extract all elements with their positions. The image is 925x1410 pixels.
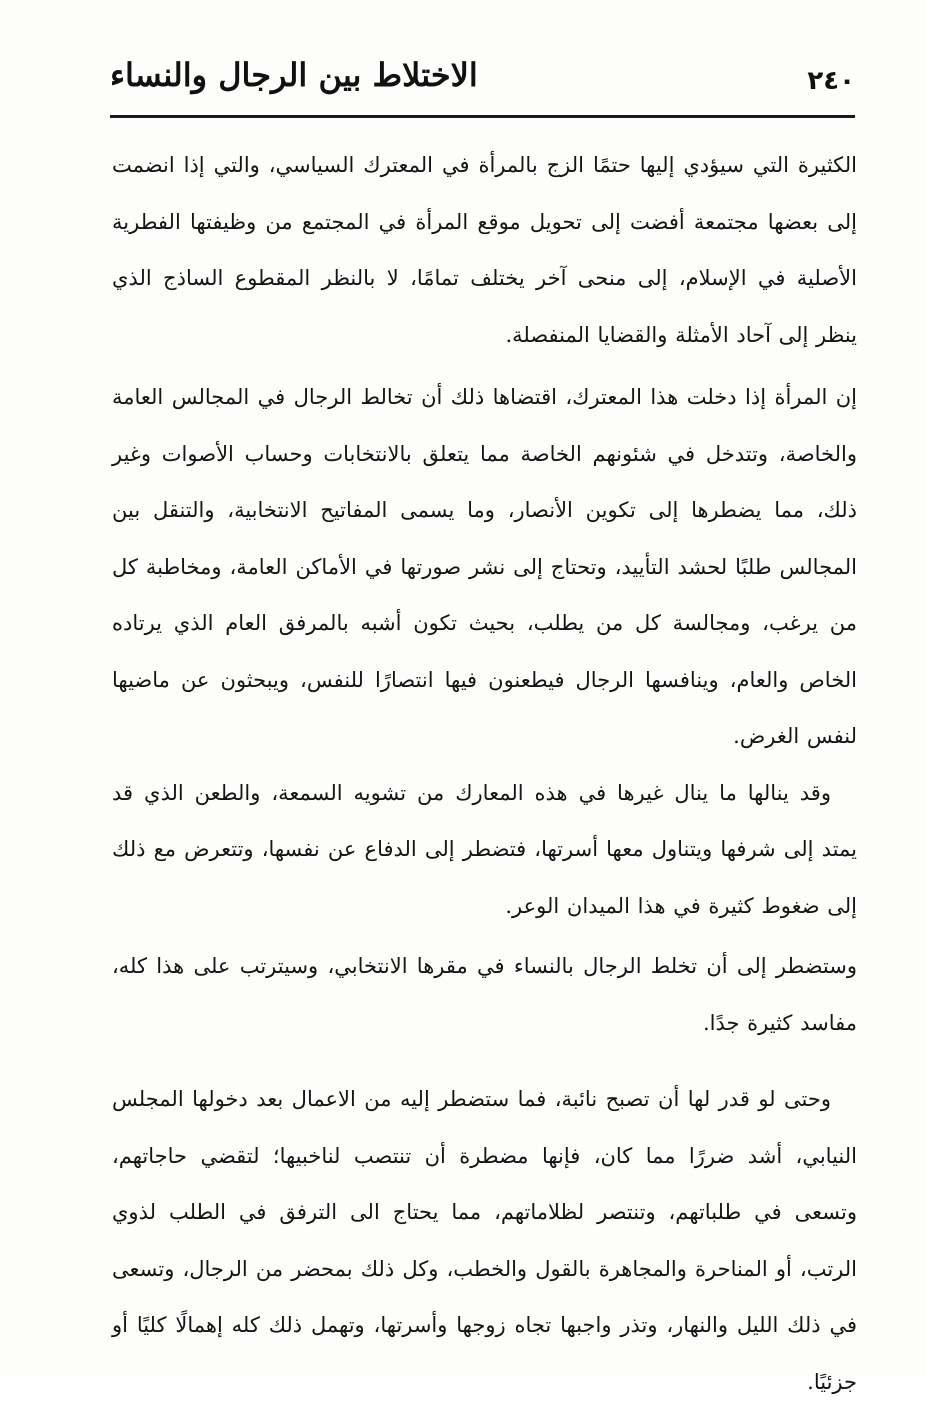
- paragraph-2: إن المرأة إذا دخلت هذا المعترك، اقتضاها ذلك أن تخالط الرجال في المجالس العامة والخاصة، وتتدخل في شئونهم الخاصة مما يتعلق بالانتخابات وحساب الأصوات وغير ذلك، مما يضطرها إلى تكوين الأنصار، وما يسمى المفاتيح الانتخابية، والتنقل بين المجالس طلبًا لحشد التأييد، وتحتاج إلى نشر صورتها في الأماكن العامة، ومخاطبة كل من يرغب، ومجالسة كل من يطلب، بحيث تكون أشبه بالمرفق العام الذي يرتاده الخاص والعام، وينافسها الرجال فيطعنون فيها انتصارًا للنفس، ويبحثون عن ماضيها لنفس الغرض.: [112, 385, 857, 748]
- paragraph-1: الكثيرة التي سيؤدي إليها حتمًا الزج بالمرأة في المعترك السياسي، والتي إذا انضمت إلى بعضها مجتمعة أفضت إلى تحويل موقع المرأة في المجتمع من وظيفتها الفطرية الأصلية في الإسلام، إلى منحى آخر يختلف تمامًا، لا بالنظر المقطوع الساذج الذي ينظر إلى آحاد الأمثلة والقضايا المنفصلة.: [112, 153, 857, 347]
- running-title: الاختلاط بين الرجال والنساء: [110, 56, 478, 94]
- paragraph-5: وحتى لو قدر لها أن تصبح نائبة، فما ستضطر إليه من الاعمال بعد دخولها المجلس النيابي، أشد ضررًا مما كان، فإنها مضطرة أن تنتصب لناخبيها؛ لتقضي حاجاتهم، وتسعى في طلباتهم، وتنتصر لظلاماتهم، مما يحتاج الى الترفق في الطلب لذوي الرتب، أو المناحرة والمجاهرة بالقول والخطب، وكل ذلك بمحضر من الرجال، وتسعى في ذلك الليل والنهار، وتذر واجبها تجاه زوجها وأسرتها، وتهمل ذلك كله إهمالًا كليًا أو جزئيًا.: [112, 1087, 857, 1394]
- page-body: [112, 137, 857, 1410]
- page-number: ٢٤٠: [807, 66, 855, 96]
- header-rule: [110, 115, 855, 118]
- paragraph-3: وقد ينالها ما ينال غيرها في هذه المعارك من تشويه السمعة، والطعن الذي قد يمتد إلى شرفها ويتناول معها أسرتها، فتضطر إلى الدفاع عن نفسها، وتتعرض مع ذلك إلى ضغوط كثيرة في هذا الميدان الوعر.: [112, 780, 857, 918]
- page-header: [110, 52, 855, 112]
- paragraph-4: وستضطر إلى أن تخلط الرجال بالنساء في مقرها الانتخابي، وسيترتب على هذا كله، مفاسد كثيرة جدًا.: [112, 954, 857, 1035]
